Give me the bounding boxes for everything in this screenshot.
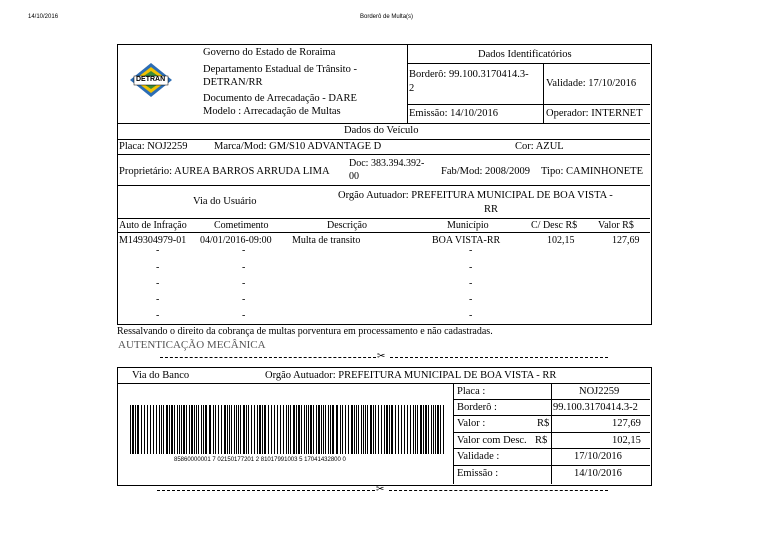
bk-valor-val: 127,69: [612, 418, 641, 429]
barcode-bar: [181, 405, 182, 454]
print-date: 14/10/2016: [28, 14, 59, 20]
barcode-bar: [415, 405, 416, 454]
barcode-bar: [365, 405, 366, 454]
barcode-bar: [391, 405, 393, 454]
barcode-bar: [423, 405, 424, 454]
barcode-bar: [174, 405, 175, 454]
barcode-bar: [221, 405, 222, 454]
identificacao-title: Dados Identificatórios: [478, 49, 572, 60]
th-cdesc: C/ Desc R$: [531, 220, 578, 231]
barcode-bar: [296, 405, 297, 454]
barcode-bar: [298, 405, 300, 454]
barcode-bar: [196, 405, 197, 454]
barcode-bar: [189, 405, 190, 454]
bk-bordero-val: 99.100.3170414.3-2: [553, 402, 638, 413]
via-usuario: Via do Usuário: [193, 196, 257, 207]
barcode-bar: [240, 405, 241, 454]
issuer-line3: DETRAN/RR: [203, 77, 263, 88]
barcode-bar: [234, 405, 235, 454]
barcode-bar: [288, 405, 289, 454]
row-descricao: Multa de transito: [292, 235, 361, 246]
barcode-bar: [213, 405, 214, 454]
barcode-bar: [229, 405, 230, 454]
proprietario: Proprietário: AUREA BARROS ARRUDA LIMA: [119, 166, 330, 177]
barcode-bar: [236, 405, 237, 454]
barcode-bar: [262, 405, 263, 454]
barcode-bar: [351, 405, 353, 454]
issuer-line1: Governo do Estado de Roraima: [203, 47, 336, 58]
barcode-bar: [367, 405, 368, 454]
barcode-bar: [203, 405, 204, 454]
empty-cell: -: [242, 262, 246, 273]
barcode-bar: [435, 405, 436, 454]
barcode-bar: [304, 405, 305, 454]
barcode-bar: [420, 405, 422, 454]
barcode-bar: [413, 405, 414, 454]
barcode-bar: [259, 405, 261, 454]
bk-validade-label: Validade :: [457, 451, 500, 462]
barcode-bar: [370, 405, 372, 454]
barcode-bar: [440, 405, 441, 454]
barcode-bar: [205, 405, 207, 454]
barcode-bar: [153, 405, 154, 454]
barcode-bar: [358, 405, 359, 454]
barcode-bar: [243, 405, 245, 454]
barcode-bar: [417, 405, 418, 454]
barcode-bar: [159, 405, 160, 454]
barcode-bar: [345, 405, 346, 454]
barcode-digits: 85860000001 7 02150177201 2 81017991003 5 17041432800 0: [174, 457, 346, 463]
th-municipio: Município: [447, 220, 489, 231]
row-valor: 127,69: [612, 235, 640, 246]
th-valor: Valor R$: [598, 220, 634, 231]
barcode-bar: [375, 405, 376, 454]
barcode-bar: [251, 405, 252, 454]
barcode-bar: [166, 405, 168, 454]
th-auto: Auto de Infração: [119, 220, 187, 231]
operador: Operador: INTERNET: [546, 108, 643, 119]
row-auto: M149304979-01: [119, 235, 187, 246]
bordero-label: Borderô: 99.100.3170414.3-: [409, 69, 529, 80]
barcode-bar: [318, 405, 320, 454]
detran-logo-icon: [128, 62, 174, 98]
barcode-bar: [179, 405, 180, 454]
barcode-bar: [313, 405, 314, 454]
empty-cell: -: [242, 245, 246, 256]
barcode-bar: [395, 405, 396, 454]
barcode-bar: [238, 405, 239, 454]
barcode-bar: [306, 405, 307, 454]
barcode-bar: [177, 405, 178, 454]
barcode-bar: [135, 405, 136, 454]
bk-rs2: R$: [535, 435, 548, 446]
barcode-bar: [361, 405, 362, 454]
barcode-bar: [248, 405, 249, 454]
barcode-bar: [323, 405, 324, 454]
barcode-bar: [401, 405, 402, 454]
scissor-icon-2: ✂: [376, 484, 385, 495]
barcode-bar: [283, 405, 284, 454]
barcode-bar: [384, 405, 385, 454]
empty-cell: -: [469, 262, 473, 273]
bordero-cont: 2: [409, 83, 415, 94]
barcode-bar: [342, 405, 343, 454]
barcode-bar: [301, 405, 302, 454]
bk-bordero-label: Borderô :: [457, 402, 497, 413]
barcode-bar: [356, 405, 357, 454]
barcode-bar: [398, 405, 399, 454]
bk-valor-label: Valor :: [457, 418, 486, 429]
scissor-icon: ✂: [377, 351, 386, 362]
empty-cell: -: [156, 278, 160, 289]
bk-emissao-label: Emissão :: [457, 468, 499, 479]
marca: Marca/Mod: GM/S10 ADVANTAGE D: [214, 141, 382, 152]
autenticacao: AUTENTICAÇÃO MECÂNICA: [118, 339, 266, 351]
barcode-bar: [443, 405, 444, 454]
empty-cell: -: [242, 294, 246, 305]
cor: Cor: AZUL: [515, 141, 564, 152]
empty-cell: -: [156, 245, 160, 256]
barcode-bar: [191, 405, 193, 454]
barcode-bar: [340, 405, 341, 454]
doc1: Doc: 383.394.392-: [349, 158, 425, 169]
barcode-bar: [381, 405, 382, 454]
bk-validade-val: 17/10/2016: [574, 451, 622, 462]
barcode-bar: [336, 405, 338, 454]
bk-emissao-val: 14/10/2016: [574, 468, 622, 479]
barcode-bar: [308, 405, 309, 454]
barcode-bar: [373, 405, 374, 454]
barcode-bar: [201, 405, 202, 454]
barcode-bar: [183, 405, 185, 454]
row-cdesc: 102,15: [547, 235, 575, 246]
row-cometimento: 04/01/2016-09:00: [200, 235, 272, 246]
barcode-bar: [378, 405, 379, 454]
barcode-bar: [332, 405, 334, 454]
barcode-bar: [389, 405, 390, 454]
barcode-bar: [186, 405, 187, 454]
barcode-bar: [161, 405, 162, 454]
barcode-bar: [218, 405, 219, 454]
barcode-bar: [227, 405, 228, 454]
bk-vdesc-val: 102,15: [612, 435, 641, 446]
barcode-bar: [144, 405, 145, 454]
barcode-bar: [437, 405, 439, 454]
barcode-bar: [310, 405, 312, 454]
barcode-bar: [404, 405, 405, 454]
veiculo-title: Dados do Veículo: [344, 125, 419, 136]
bk-vdesc-label: Valor com Desc.: [457, 435, 527, 446]
issuer-line5: Modelo : Arrecadação de Multas: [203, 106, 341, 117]
barcode-bar: [224, 405, 226, 454]
empty-cell: -: [156, 262, 160, 273]
bk-placa-val: NOJ2259: [579, 386, 620, 397]
barcode-bar: [280, 405, 281, 454]
placa: Placa: NOJ2259: [119, 141, 188, 152]
barcode-bar: [163, 405, 164, 454]
empty-cell: -: [469, 278, 473, 289]
barcode-bar: [328, 405, 329, 454]
barcode-bar: [271, 405, 272, 454]
empty-cell: -: [156, 310, 160, 321]
barcode-bar: [156, 405, 157, 454]
barcode-bar: [330, 405, 331, 454]
barcode-bar: [132, 405, 134, 454]
empty-cell: -: [469, 310, 473, 321]
barcode-bar: [290, 405, 291, 454]
issuer-line4: Documento de Arrecadação - DARE: [203, 93, 357, 104]
barcode-bar: [386, 405, 388, 454]
issuer-line2: Departamento Estadual de Trânsito -: [203, 64, 357, 75]
barcode-bar: [433, 405, 434, 454]
barcode-bar: [141, 405, 142, 454]
print-title: Borderô de Multa(s): [360, 14, 414, 20]
barcode-bar: [348, 405, 349, 454]
validade: Validade: 17/10/2016: [546, 78, 637, 89]
barcode-bar: [425, 405, 427, 454]
orgao-line2: RR: [484, 204, 499, 215]
barcode-bar: [428, 405, 429, 454]
bk-rs1: R$: [537, 418, 550, 429]
barcode-bar: [293, 405, 295, 454]
barcode-bar: [363, 405, 364, 454]
empty-cell: -: [242, 278, 246, 289]
barcode-bar: [431, 405, 432, 454]
banco-orgao: Orgão Autuador: PREFEITURA MUNICIPAL DE BOA VISTA - RR: [265, 370, 557, 381]
barcode-bar: [215, 405, 216, 454]
barcode-bar: [407, 405, 408, 454]
barcode-bar: [286, 405, 287, 454]
barcode-bar: [274, 405, 275, 454]
barcode-bar: [254, 405, 255, 454]
barcode-bar: [277, 405, 278, 454]
barcode-bar: [198, 405, 199, 454]
via-banco: Via do Banco: [132, 370, 190, 381]
barcode-bar: [171, 405, 173, 454]
barcode-bar: [321, 405, 322, 454]
th-cometimento: Cometimento: [214, 220, 269, 231]
empty-cell: -: [156, 294, 160, 305]
barcode-bar: [137, 405, 139, 454]
barcode-bar: [257, 405, 258, 454]
barcode-bar: [209, 405, 211, 454]
fabmod: Fab/Mod: 2008/2009: [441, 166, 530, 177]
tipo: Tipo: CAMINHONETE: [541, 166, 643, 177]
barcode-bar: [264, 405, 266, 454]
barcode: [128, 405, 447, 454]
th-descricao: Descrição: [327, 220, 367, 231]
barcode-bar: [150, 405, 151, 454]
logo-text: DETRAN: [136, 76, 166, 83]
barcode-bar: [354, 405, 355, 454]
empty-cell: -: [469, 294, 473, 305]
orgao-line1: Orgão Autuador: PREFEITURA MUNICIPAL DE BOA VISTA -: [338, 190, 613, 201]
footer-note: Ressalvando o direito da cobrança de multas porventura em processamento e não cadastradas.: [117, 326, 493, 337]
barcode-bar: [231, 405, 232, 454]
barcode-bar: [169, 405, 170, 454]
emissao: Emissão: 14/10/2016: [409, 108, 498, 119]
doc2: 00: [349, 171, 359, 182]
barcode-bar: [194, 405, 195, 454]
barcode-bar: [130, 405, 131, 454]
barcode-bar: [316, 405, 317, 454]
barcode-bar: [147, 405, 148, 454]
row-municipio: BOA VISTA-RR: [432, 235, 501, 246]
barcode-bar: [268, 405, 269, 454]
empty-cell: -: [469, 245, 473, 256]
bk-placa-label: Placa :: [457, 386, 486, 397]
barcode-bar: [410, 405, 411, 454]
barcode-bar: [246, 405, 247, 454]
barcode-bar: [325, 405, 326, 454]
empty-cell: -: [242, 310, 246, 321]
